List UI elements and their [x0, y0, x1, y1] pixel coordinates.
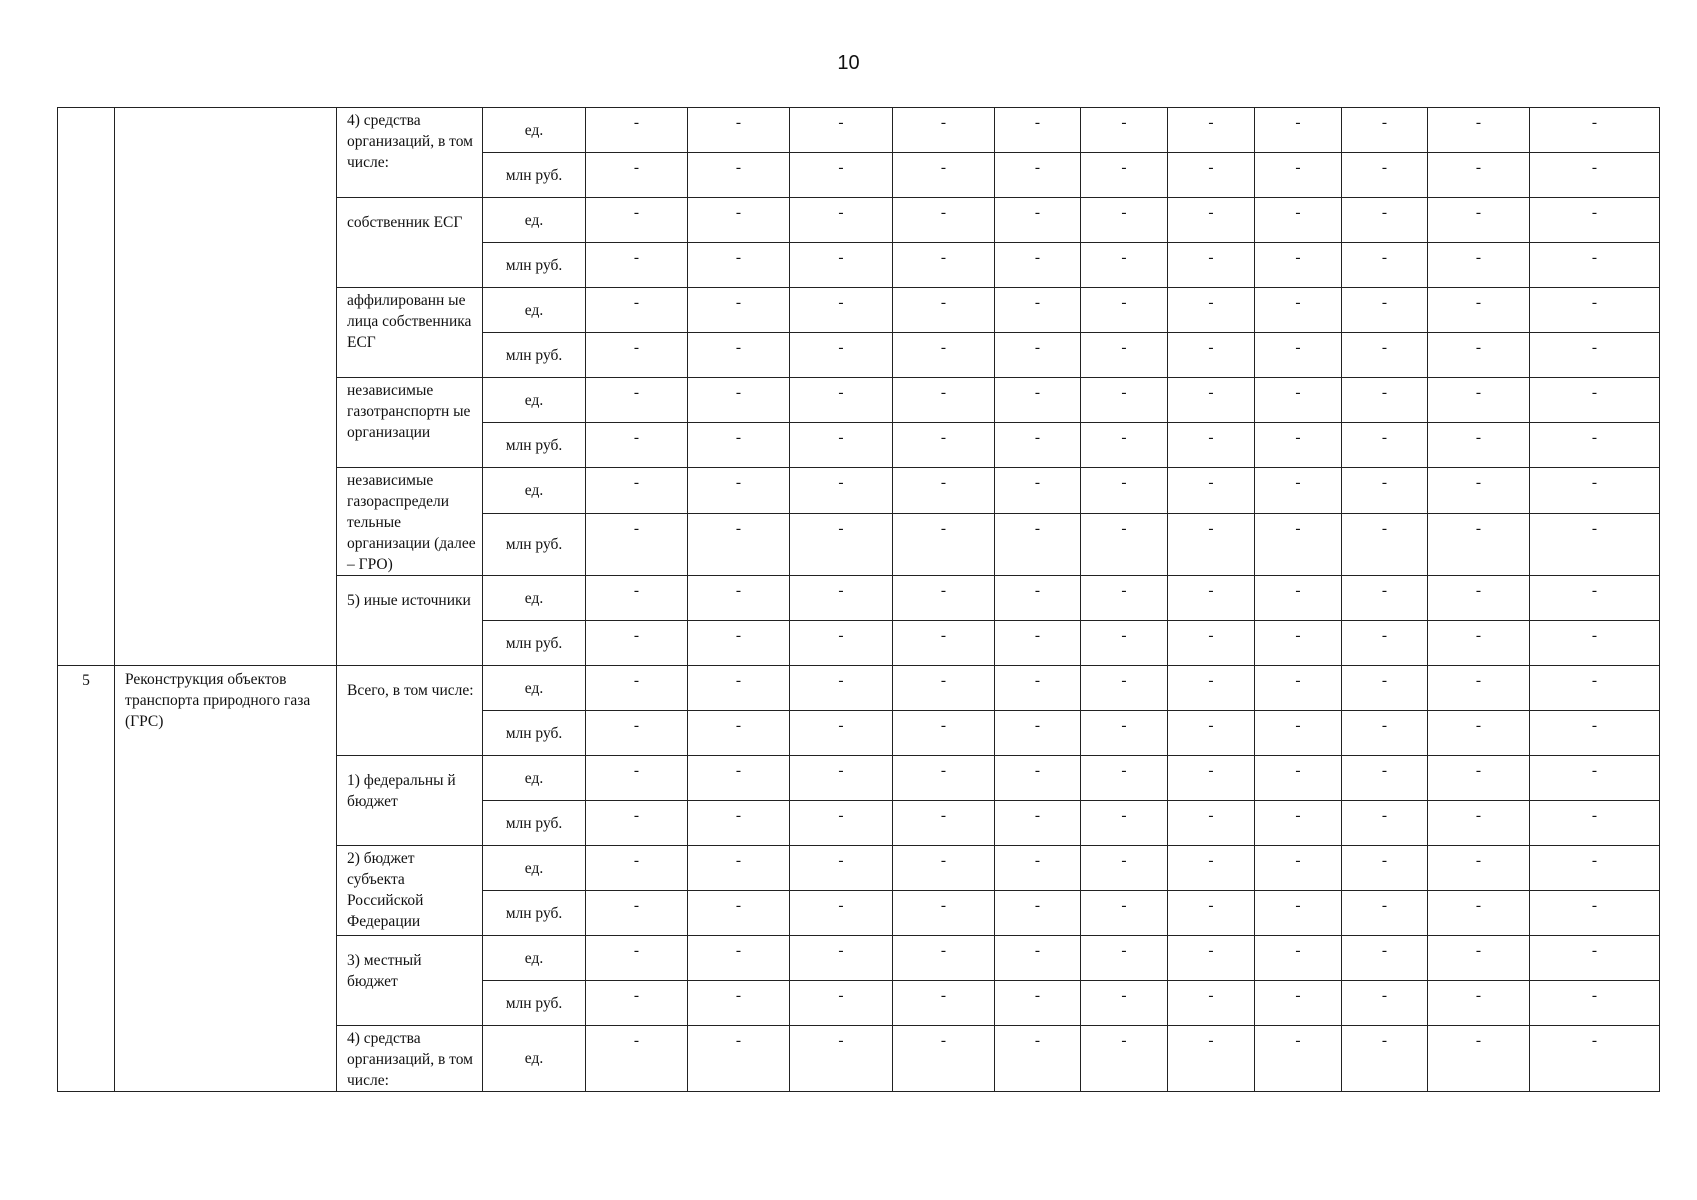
value-cell: - [1342, 801, 1428, 846]
value-cell: - [688, 756, 790, 801]
value-cell: - [1428, 666, 1530, 711]
value-cell: - [790, 621, 893, 666]
value-cell: - [790, 981, 893, 1026]
funding-source-label: независимые газораспредели тельные организации (далее – ГРО) [337, 468, 483, 576]
value-cell: - [586, 423, 688, 468]
value-cell: - [1530, 846, 1660, 891]
value-cell: - [790, 513, 893, 575]
value-cell: - [1081, 108, 1168, 153]
value-cell: - [688, 243, 790, 288]
value-cell: - [688, 468, 790, 514]
value-cell: - [893, 513, 995, 575]
value-cell: - [1342, 468, 1428, 514]
unit-cell: ед. [483, 936, 586, 981]
value-cell: - [1168, 468, 1255, 514]
value-cell: - [688, 666, 790, 711]
unit-cell: ед. [483, 846, 586, 891]
value-cell: - [995, 153, 1081, 198]
table-row [58, 666, 1660, 711]
unit-cell: ед. [483, 198, 586, 243]
value-cell: - [1428, 108, 1530, 153]
value-cell: - [790, 1026, 893, 1092]
unit-cell: ед. [483, 378, 586, 423]
value-cell: - [1168, 288, 1255, 333]
value-cell: - [790, 756, 893, 801]
value-cell: - [995, 513, 1081, 575]
value-cell: - [995, 288, 1081, 333]
value-cell: - [586, 468, 688, 514]
value-cell: - [688, 198, 790, 243]
value-cell: - [1428, 198, 1530, 243]
value-cell: - [790, 423, 893, 468]
value-cell: - [1081, 891, 1168, 936]
value-cell: - [790, 891, 893, 936]
section-number [58, 108, 115, 666]
value-cell: - [1168, 423, 1255, 468]
value-cell: - [1428, 513, 1530, 575]
value-cell: - [1342, 666, 1428, 711]
value-cell: - [893, 891, 995, 936]
value-cell: - [1168, 333, 1255, 378]
value-cell: - [1530, 468, 1660, 514]
value-cell: - [1428, 801, 1530, 846]
value-cell: - [1342, 288, 1428, 333]
value-cell: - [1342, 981, 1428, 1026]
value-cell: - [995, 666, 1081, 711]
unit-cell: млн руб. [483, 711, 586, 756]
section-number: 5 [58, 666, 115, 1092]
value-cell: - [1255, 621, 1342, 666]
unit-cell: ед. [483, 666, 586, 711]
value-cell: - [1255, 981, 1342, 1026]
value-cell: - [688, 846, 790, 891]
unit-cell: ед. [483, 1026, 586, 1092]
value-cell: - [1530, 378, 1660, 423]
value-cell: - [1342, 378, 1428, 423]
value-cell: - [893, 801, 995, 846]
value-cell: - [1081, 801, 1168, 846]
value-cell: - [1530, 198, 1660, 243]
unit-cell: ед. [483, 288, 586, 333]
value-cell: - [1530, 513, 1660, 575]
value-cell: - [893, 198, 995, 243]
unit-cell: ед. [483, 108, 586, 153]
value-cell: - [1530, 153, 1660, 198]
value-cell: - [1530, 621, 1660, 666]
value-cell: - [995, 108, 1081, 153]
value-cell: - [688, 801, 790, 846]
value-cell: - [790, 576, 893, 621]
value-cell: - [790, 108, 893, 153]
unit-cell: млн руб. [483, 621, 586, 666]
value-cell: - [1255, 198, 1342, 243]
value-cell: - [995, 621, 1081, 666]
value-cell: - [1255, 243, 1342, 288]
value-cell: - [995, 711, 1081, 756]
unit-cell: млн руб. [483, 891, 586, 936]
value-cell: - [1255, 1026, 1342, 1092]
value-cell: - [1428, 243, 1530, 288]
value-cell: - [1081, 936, 1168, 981]
value-cell: - [688, 153, 790, 198]
value-cell: - [1428, 423, 1530, 468]
value-cell: - [586, 378, 688, 423]
value-cell: - [688, 1026, 790, 1092]
value-cell: - [1168, 891, 1255, 936]
funding-source-label: независимые газотранспортн ые организации [337, 378, 483, 468]
value-cell: - [1428, 711, 1530, 756]
value-cell: - [688, 981, 790, 1026]
value-cell: - [1530, 756, 1660, 801]
value-cell: - [1168, 936, 1255, 981]
value-cell: - [1342, 198, 1428, 243]
value-cell: - [1530, 576, 1660, 621]
value-cell: - [1168, 801, 1255, 846]
unit-cell: ед. [483, 756, 586, 801]
value-cell: - [790, 243, 893, 288]
value-cell: - [1530, 108, 1660, 153]
value-cell: - [893, 666, 995, 711]
value-cell: - [893, 711, 995, 756]
value-cell: - [688, 333, 790, 378]
value-cell: - [1530, 666, 1660, 711]
value-cell: - [1168, 756, 1255, 801]
value-cell: - [893, 576, 995, 621]
value-cell: - [1255, 936, 1342, 981]
value-cell: - [1530, 1026, 1660, 1092]
value-cell: - [1081, 243, 1168, 288]
value-cell: - [995, 756, 1081, 801]
value-cell: - [586, 333, 688, 378]
value-cell: - [1168, 711, 1255, 756]
value-cell: - [586, 1026, 688, 1092]
value-cell: - [1530, 981, 1660, 1026]
value-cell: - [1530, 801, 1660, 846]
value-cell: - [1255, 333, 1342, 378]
unit-cell: млн руб. [483, 513, 586, 575]
value-cell: - [586, 621, 688, 666]
value-cell: - [688, 711, 790, 756]
value-cell: - [1342, 936, 1428, 981]
value-cell: - [1255, 576, 1342, 621]
value-cell: - [790, 801, 893, 846]
value-cell: - [1255, 513, 1342, 575]
value-cell: - [1428, 576, 1530, 621]
value-cell: - [1428, 891, 1530, 936]
unit-cell: ед. [483, 576, 586, 621]
value-cell: - [1168, 576, 1255, 621]
value-cell: - [790, 666, 893, 711]
value-cell: - [1428, 153, 1530, 198]
value-cell: - [1342, 333, 1428, 378]
value-cell: - [586, 981, 688, 1026]
value-cell: - [1081, 513, 1168, 575]
value-cell: - [790, 378, 893, 423]
value-cell: - [893, 288, 995, 333]
value-cell: - [1342, 423, 1428, 468]
value-cell: - [1530, 711, 1660, 756]
value-cell: - [1428, 288, 1530, 333]
value-cell: - [1428, 468, 1530, 514]
section-name: Реконструкция объектов транспорта природного газа (ГРС) [115, 666, 337, 1092]
value-cell: - [1168, 666, 1255, 711]
value-cell: - [586, 288, 688, 333]
value-cell: - [688, 576, 790, 621]
value-cell: - [586, 801, 688, 846]
value-cell: - [1342, 1026, 1428, 1092]
value-cell: - [688, 513, 790, 575]
value-cell: - [1342, 576, 1428, 621]
value-cell: - [1428, 1026, 1530, 1092]
value-cell: - [1081, 666, 1168, 711]
value-cell: - [1255, 846, 1342, 891]
value-cell: - [1081, 981, 1168, 1026]
value-cell: - [893, 621, 995, 666]
value-cell: - [995, 243, 1081, 288]
value-cell: - [1081, 333, 1168, 378]
value-cell: - [995, 891, 1081, 936]
unit-cell: ед. [483, 468, 586, 514]
unit-cell: млн руб. [483, 333, 586, 378]
unit-cell: млн руб. [483, 981, 586, 1026]
funding-source-label: 4) средства организаций, в том числе: [337, 1026, 483, 1092]
value-cell: - [1530, 333, 1660, 378]
value-cell: - [1342, 513, 1428, 575]
value-cell: - [1428, 378, 1530, 423]
funding-source-label: аффилированн ые лица собственника ЕСГ [337, 288, 483, 378]
value-cell: - [688, 108, 790, 153]
value-cell: - [995, 846, 1081, 891]
value-cell: - [586, 243, 688, 288]
value-cell: - [790, 711, 893, 756]
unit-cell: млн руб. [483, 423, 586, 468]
value-cell: - [1081, 378, 1168, 423]
value-cell: - [1168, 243, 1255, 288]
funding-source-label: Всего, в том числе: [337, 666, 483, 756]
value-cell: - [688, 423, 790, 468]
value-cell: - [1081, 846, 1168, 891]
value-cell: - [1342, 711, 1428, 756]
value-cell: - [586, 153, 688, 198]
value-cell: - [1081, 198, 1168, 243]
value-cell: - [995, 1026, 1081, 1092]
value-cell: - [1255, 891, 1342, 936]
value-cell: - [586, 891, 688, 936]
value-cell: - [893, 153, 995, 198]
value-cell: - [893, 981, 995, 1026]
value-cell: - [1342, 621, 1428, 666]
value-cell: - [995, 333, 1081, 378]
value-cell: - [1255, 108, 1342, 153]
value-cell: - [1081, 288, 1168, 333]
value-cell: - [586, 846, 688, 891]
value-cell: - [1530, 243, 1660, 288]
value-cell: - [1255, 801, 1342, 846]
funding-source-label: собственник ЕСГ [337, 198, 483, 288]
value-cell: - [1255, 378, 1342, 423]
table-row [58, 108, 1660, 153]
value-cell: - [893, 1026, 995, 1092]
value-cell: - [1168, 108, 1255, 153]
unit-cell: млн руб. [483, 801, 586, 846]
value-cell: - [790, 153, 893, 198]
value-cell: - [1428, 333, 1530, 378]
value-cell: - [1255, 756, 1342, 801]
value-cell: - [1168, 513, 1255, 575]
value-cell: - [1342, 243, 1428, 288]
value-cell: - [1081, 153, 1168, 198]
value-cell: - [893, 756, 995, 801]
funding-source-label: 5) иные источники [337, 576, 483, 666]
value-cell: - [1530, 288, 1660, 333]
value-cell: - [893, 846, 995, 891]
value-cell: - [1428, 756, 1530, 801]
value-cell: - [586, 936, 688, 981]
value-cell: - [688, 288, 790, 333]
value-cell: - [586, 513, 688, 575]
value-cell: - [1168, 1026, 1255, 1092]
value-cell: - [995, 468, 1081, 514]
value-cell: - [586, 756, 688, 801]
value-cell: - [893, 333, 995, 378]
value-cell: - [1081, 756, 1168, 801]
value-cell: - [586, 198, 688, 243]
value-cell: - [1255, 711, 1342, 756]
value-cell: - [893, 423, 995, 468]
value-cell: - [1255, 288, 1342, 333]
value-cell: - [893, 243, 995, 288]
value-cell: - [1342, 756, 1428, 801]
value-cell: - [1168, 621, 1255, 666]
investment-table [57, 107, 1660, 1092]
value-cell: - [1081, 711, 1168, 756]
value-cell: - [893, 108, 995, 153]
value-cell: - [1168, 198, 1255, 243]
value-cell: - [1081, 1026, 1168, 1092]
table-body [58, 108, 1660, 1092]
section-name [115, 108, 337, 666]
value-cell: - [688, 936, 790, 981]
value-cell: - [1081, 468, 1168, 514]
value-cell: - [1081, 621, 1168, 666]
funding-source-label: 1) федеральны й бюджет [337, 756, 483, 846]
funding-source-label: 4) средства организаций, в том числе: [337, 108, 483, 198]
value-cell: - [995, 576, 1081, 621]
value-cell: - [1342, 846, 1428, 891]
page-number: 10 [837, 52, 860, 74]
value-cell: - [790, 936, 893, 981]
value-cell: - [1342, 891, 1428, 936]
value-cell: - [1168, 981, 1255, 1026]
value-cell: - [1255, 468, 1342, 514]
value-cell: - [688, 378, 790, 423]
value-cell: - [1428, 846, 1530, 891]
value-cell: - [995, 378, 1081, 423]
value-cell: - [1428, 936, 1530, 981]
value-cell: - [1255, 153, 1342, 198]
value-cell: - [995, 423, 1081, 468]
value-cell: - [995, 936, 1081, 981]
value-cell: - [790, 198, 893, 243]
value-cell: - [1168, 378, 1255, 423]
value-cell: - [586, 666, 688, 711]
value-cell: - [1168, 153, 1255, 198]
value-cell: - [790, 468, 893, 514]
value-cell: - [1342, 108, 1428, 153]
value-cell: - [586, 108, 688, 153]
value-cell: - [1255, 423, 1342, 468]
value-cell: - [1081, 576, 1168, 621]
value-cell: - [586, 576, 688, 621]
unit-cell: млн руб. [483, 243, 586, 288]
value-cell: - [1255, 666, 1342, 711]
value-cell: - [893, 378, 995, 423]
value-cell: - [995, 198, 1081, 243]
value-cell: - [586, 711, 688, 756]
value-cell: - [1530, 423, 1660, 468]
value-cell: - [1081, 423, 1168, 468]
unit-cell: млн руб. [483, 153, 586, 198]
value-cell: - [1428, 981, 1530, 1026]
value-cell: - [790, 333, 893, 378]
value-cell: - [790, 846, 893, 891]
value-cell: - [995, 801, 1081, 846]
funding-source-label: 2) бюджет субъекта Российской Федерации [337, 846, 483, 936]
value-cell: - [1168, 846, 1255, 891]
value-cell: - [1428, 621, 1530, 666]
value-cell: - [1342, 153, 1428, 198]
value-cell: - [995, 981, 1081, 1026]
value-cell: - [790, 288, 893, 333]
value-cell: - [688, 621, 790, 666]
value-cell: - [1530, 936, 1660, 981]
value-cell: - [893, 468, 995, 514]
funding-source-label: 3) местный бюджет [337, 936, 483, 1026]
value-cell: - [1530, 891, 1660, 936]
value-cell: - [893, 936, 995, 981]
value-cell: - [688, 891, 790, 936]
